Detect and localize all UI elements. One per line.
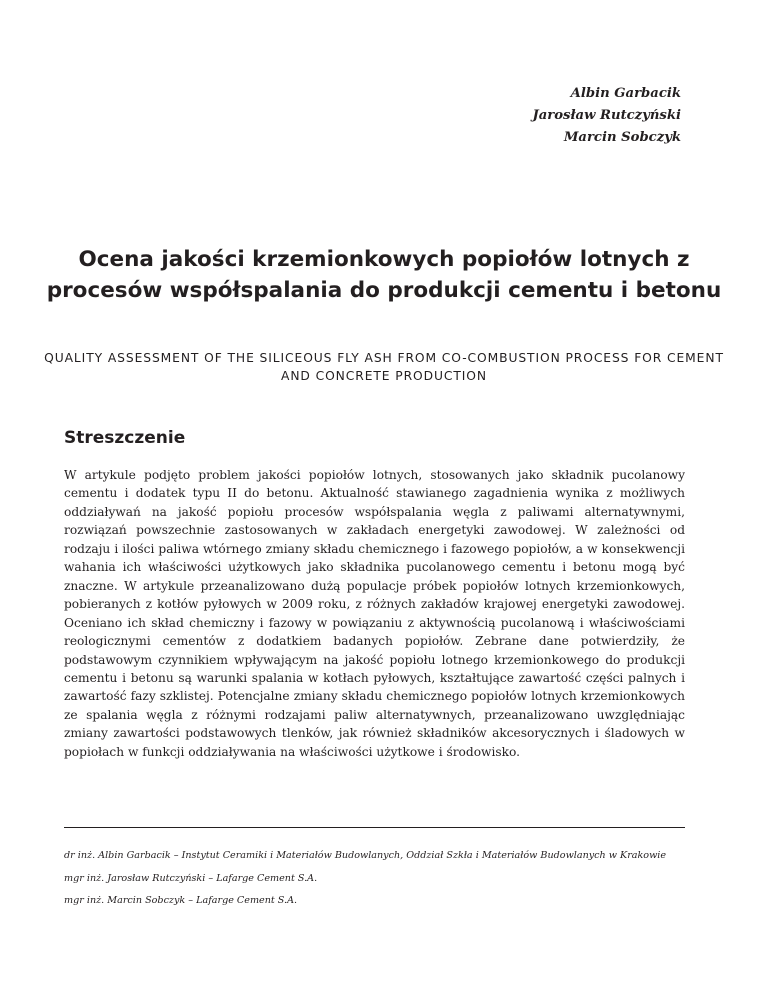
abstract-heading: Streszczenie	[64, 428, 186, 448]
author-list	[533, 83, 682, 149]
author-name: Marcin Sobczyk	[563, 130, 681, 145]
footnote-divider	[64, 827, 685, 828]
paper-title: Ocena jakości krzemionkowych popiołów lotnych z procesów współspalania do produkcji cementu i betonu	[46, 247, 722, 303]
footnote-affiliation: mgr inż. Jarosław Rutczyński – Lafarge Cement S.A.	[64, 872, 318, 884]
footnotes	[64, 848, 685, 916]
abstract-text: W artykule podjęto problem jakości popiołów lotnych, stosowanych jako składnik pucolanowy cementu i dodatek typu II do betonu. Aktualność stawianego zagadnienia wynika z możliwych oddziaływań na jakość popiołu procesów współspalania węgla z paliwami alternatywnymi, rozwiązań powszechnie zastosowanych w zakładach energetyki zawodowej. W zależności od rodzaju i ilości paliwa wtórnego zmiany składu chemicznego i fazowego popiołów, a w konsekwencji wahania ich właściwości użytkowych jako składnika pucolanowego cementu i betonu mogą być znaczne. W artykule przeanalizowano dużą populacje próbek popiołów lotnych krzemionkowych, pobieranych z kotłów pyłowych w 2009 roku, z różnych zakładów krajowej energetyki zawodowej. Oceniano ich skład chemiczny i fazowy w powiązaniu z aktywnością pucolanową i właściwościami reologicznymi cementów z dodatkiem badanych popiołów. Zebrane dane potwierdziły, że podstawowym czynnikiem wpływającym na jakość popiołu lotnego krzemionkowego do produkcji cementu i betonu są warunki spalania w kotłach pyłowych, kształtujące zawartość części palnych i zawartość fazy szklistej. Potencjalne zmiany składu chemicznego popiołów lotnych krzemionkowych ze spalania węgla z różnymi rodzajami paliw alternatywnych, przeanalizowano uwzględniając zmiany zawartości podstawowych tlenków, jak również składników akcesorycznych i śladowych w popiołach w funkcji oddziaływania na właściwości użytkowe i środowisko.	[64, 468, 685, 759]
paper-subtitle-english: QUALITY ASSESSMENT OF THE SILICEOUS FLY ASH FROM CO-COMBUSTION PROCESS FOR CEMENT AND CONCRETE PRODUCTION	[44, 351, 724, 383]
footnote-affiliation: mgr inż. Marcin Sobczyk – Lafarge Cement S.A.	[64, 895, 298, 906]
footnote-affiliation: dr inż. Albin Garbacik – Instytut Ceramiki i Materiałów Budowlanych, Oddział Szkła i Materiałów Budowlanych w Krakowie	[64, 850, 667, 861]
author-name: Jarosław Rutczyński	[532, 108, 681, 123]
author-name: Albin Garbacik	[570, 86, 681, 101]
